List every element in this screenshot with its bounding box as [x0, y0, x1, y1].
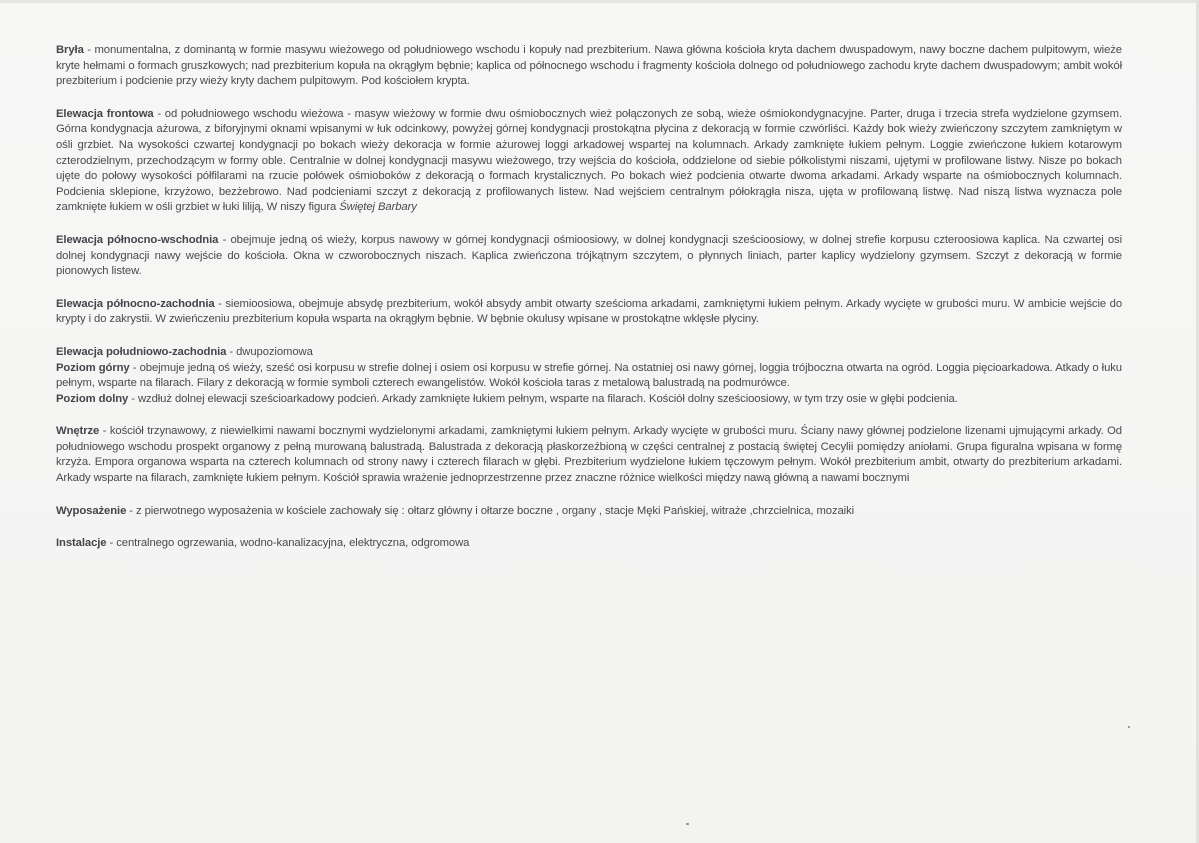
section-label: Elewacja południowo-zachodnia	[56, 345, 227, 358]
section-instalacje	[56, 536, 1122, 552]
subsection-poziom-dolny	[56, 392, 1122, 408]
section-label: Wyposażenie	[56, 504, 127, 517]
section-paragraph	[56, 536, 1122, 552]
section-text: - monumentalna, z dominantą w formie masywu wieżowego od południowego wschodu i kopuły nad prezbiterium. Nawa główna kościoła kryta dachem dwuspadowym, nawy boczne dachem pulpitowym, wieże kryte hełmami o formach gruszkowych; nad prezbiterium kopuła na okrągłym bębnie; kaplica od północnego wschodu i fragmenty kościoła dolnego od południowego zachodu kryte dachem dwuspadowym; ambit wokół prezbiterium i podcienie przy wieży kryty dachem pulpitowym. Pod kościołem krypta.	[56, 44, 1122, 88]
section-elewacja-poludniowo-zachodnia	[56, 345, 1122, 407]
section-elewacja-frontowa	[56, 107, 1122, 216]
section-elewacja-polnocno-wschodnia	[56, 233, 1122, 280]
section-text: - dwupoziomowa	[226, 345, 313, 358]
section-paragraph	[56, 233, 1122, 280]
section-elewacja-polnocno-zachodnia	[56, 297, 1122, 328]
section-paragraph	[56, 107, 1122, 216]
subsection-text: - wzdłuż dolnej elewacji sześcioarkadowy podcień. Arkady zamknięte łukiem pełnym, wsparte na filarach. Kościół dolny sześcioosiowy, w tym trzy osie w głębi podcienia.	[128, 392, 958, 405]
section-label: Instalacje	[56, 537, 107, 550]
subsection-poziom-gorny	[56, 361, 1122, 392]
section-text: - centralnego ogrzewania, wodno-kanalizacyjna, elektryczna, odgromowa	[106, 537, 470, 550]
scan-speck	[686, 823, 689, 825]
subsection-label: Poziom dolny	[56, 392, 129, 405]
section-paragraph	[56, 43, 1122, 90]
section-text: - obejmuje jedną oś wieży, korpus nawowy w górnej kondygnacji ośmioosiowy, w dolnej kondygnacji sześcioosiowy, w dolnej strefie korpusu czteroosiowa kaplica. Na czwartej osi dolnej kondygnacji nawy wejście do kościoła. Okna w czworobocznych niszach. Kaplica zwieńczona trójkątnym szczytem, o płynnych liniach, parter kaplicy wydzielony gzymsem. Szczyt z dekoracją w formie pionowych listew.	[56, 233, 1122, 278]
section-bryla	[56, 43, 1122, 90]
section-text: - od południowego wschodu wieżowa - masyw wieżowy w formie dwu ośmiobocznych wież połączonych ze sobą, wieże ośmiokondygnacyjne. Parter, druga i trzecia strefa wydzielone gzymsem. Górna kondygnacja ażurowa, z biforyjnymi oknami wpisanymi w łuk odcinkowy, powyżej górnej kondygnacji prostokątna płycina z dekoracją w formie czwórliści. Każdy bok wieży zwieńczony szczytem zamkniętym w ośli grzbiet. Na wysokości czwartej kondygnacji po bokach wieży dekoracja w formie ażurowej loggi arkadowej wspartej na kolumnach. Arkady zamknięte łukiem pełnym. Loggie zwieńczone łukiem kotarowym czterodzielnym, przechodzącym w formy oble. Centralnie w dolnej kondygnacji masywu wieżowego, trzy wejścia do kościoła, oddzielone od siebie półkolistymi niszami, ujętymi w profilowane listwy. Nisze po bokach ujęte do połowy wysokości półfilarami na rzucie połówek ośmioboków z dekoracją o formach krystalicznych. Po bokach wież podcienia otwarte dwoma arkadami. Arkady wsparte na ośmiobocznych kolumnach. Podcienia sklepione, krzyżowo, bezżebrowo. Nad podcieniami szczyt z dekoracją z profilowanych listew. Nad wejściem centralnym półokrągła nisza, ujęta w profilowaną listwę. Nad niszą listwa wyznacza pole zamknięte łukiem w ośli grzbiet w łuki liliją, W niszy figura	[56, 107, 1122, 214]
subsection-label: Poziom górny	[56, 361, 130, 374]
scan-speck	[1128, 726, 1130, 728]
section-wnetrze	[56, 424, 1122, 486]
section-paragraph	[56, 297, 1122, 328]
section-label: Bryła	[56, 44, 84, 56]
subsection-text: - obejmuje jedną oś wieży, sześć osi korpusu w strefie dolnej i osiem osi korpusu w strefie górnej. Na ostatniej osi nawy górnej, loggia trójboczna otwarta na ogród. Loggia pięcioarkadowa. Atkady o łuku pełnym, wsparte na filarach. Filary z dekoracją w formie symboli czterech ewangelistów. Wokół kościoła taras z metalową balustradą na podmurówce.	[56, 361, 1122, 390]
section-paragraph	[56, 345, 1122, 361]
section-text: - kościół trzynawowy, z niewielkimi nawami bocznymi wydzielonymi arkadami, zamkniętymi łukiem pełnym. Arkady wycięte w grubości muru. Ściany nawy głównej podzielone lizenami ujmującymi arkady. Od południowego wschodu prospekt organowy z pełną murowaną balustradą. Balustrada z dekoracją płaskorzeźbioną w części centralnej z postacią świętej Cecylii pomiędzy aniołami. Grupa figuralna wpisana w formę krzyża. Empora organowa wsparta na czterech kolumnach od strony nawy i czterech filarach w głębi. Prezbiterium wydzielone łukiem tęczowym pełnym. Wokół prezbiterium ambit, otwarty do prezbiterium arkadami. Arkady wsparte na filarach, zamknięte łukiem pełnym. Kościół sprawia wrażenie jednoprzestrzenne przez znaczne różnice wielkości między nawą główną a nawami bocznymi	[56, 425, 1122, 485]
section-text: - z pierwotnego wyposażenia w kościele zachowały się : ołtarz główny i ołtarze boczne , organy , stacje Męki Pańskiej, witraże ,chrzcielnica, mozaiki	[126, 504, 855, 517]
section-paragraph	[56, 424, 1122, 486]
section-label: Elewacja frontowa	[56, 107, 154, 120]
section-text: - siemioosiowa, obejmuje absydę prezbiterium, wokół absydy ambit otwarty sześcioma arkadami, zamkniętymi łukiem pełnym. Arkady wycięte w grubości muru. W ambicie wejście do krypty i do zakrystii. W zwieńczeniu prezbiterium kopuła wsparta na okrągłym bębnie. W bębnie okulusy wpisane w prostokątne wklęsłe płyciny.	[56, 297, 1122, 326]
section-paragraph	[56, 504, 1122, 520]
section-label: Elewacja północno-zachodnia	[56, 297, 215, 310]
scan-edge-top	[0, 0, 1199, 3]
figure-name: Świętej Barbary	[339, 201, 417, 214]
section-label: Elewacja północno-wschodnia	[56, 233, 219, 246]
section-label: Wnętrze	[56, 425, 100, 438]
section-wyposazenie	[56, 504, 1122, 520]
document-body	[56, 43, 1122, 569]
